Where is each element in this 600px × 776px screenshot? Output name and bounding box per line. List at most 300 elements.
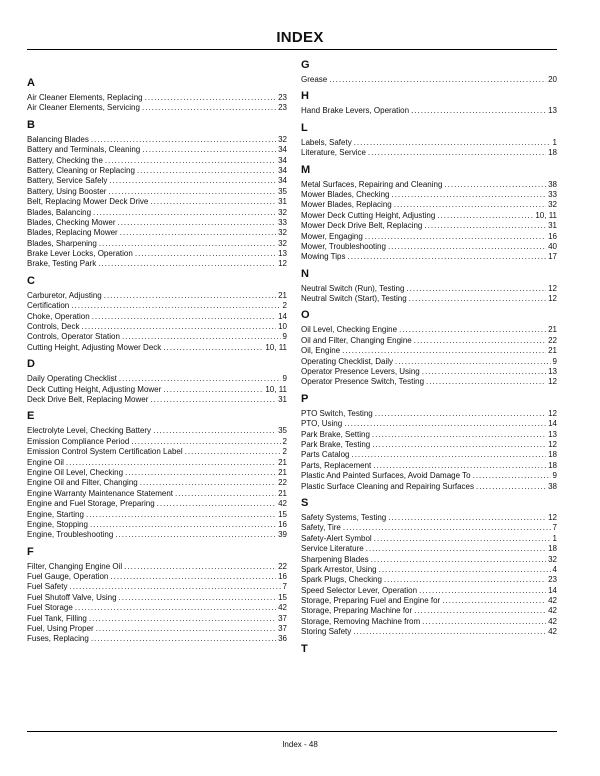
index-entry bbox=[27, 312, 287, 322]
index-section bbox=[27, 275, 287, 353]
entry-term: Mower Deck Drive Belt, Replacing bbox=[301, 221, 423, 231]
dot-leader bbox=[150, 197, 276, 207]
entry-page-number: 12 bbox=[548, 283, 557, 293]
index-entry bbox=[27, 259, 287, 269]
dot-leader bbox=[71, 301, 280, 311]
dot-leader bbox=[137, 166, 276, 176]
dot-leader bbox=[91, 135, 276, 145]
index-entry bbox=[27, 291, 287, 301]
entry-page-number: 23 bbox=[278, 103, 287, 113]
index-entry bbox=[301, 471, 557, 481]
dot-leader bbox=[81, 322, 276, 332]
entry-term: Safety, Tire bbox=[301, 523, 341, 533]
entry-page-number: 22 bbox=[278, 561, 287, 571]
index-entry bbox=[27, 489, 287, 499]
index-entry bbox=[27, 499, 287, 509]
entry-term: Engine, Starting bbox=[27, 509, 84, 519]
dot-leader bbox=[422, 367, 546, 377]
index-section bbox=[27, 410, 287, 540]
entry-term: Engine Warranty Maintenance Statement bbox=[27, 488, 174, 498]
entry-term: Storage, Removing Machine from bbox=[301, 616, 421, 626]
entry-term: Oil Level, Checking Engine bbox=[301, 325, 398, 335]
index-section bbox=[301, 643, 557, 655]
entry-page-number: 10, 11 bbox=[265, 342, 287, 352]
entry-page-number: 16 bbox=[278, 519, 287, 529]
entry-term: PTO, Using bbox=[301, 419, 343, 429]
dot-leader bbox=[115, 530, 276, 540]
index-entry bbox=[27, 374, 287, 384]
dot-leader bbox=[142, 145, 276, 155]
entry-term: Controls, Operator Station bbox=[27, 332, 120, 342]
entry-term: Emission Control System Certification Label bbox=[27, 447, 183, 457]
dot-leader bbox=[351, 450, 546, 460]
index-entry bbox=[301, 606, 557, 616]
dot-leader bbox=[90, 520, 276, 530]
dot-leader bbox=[399, 325, 546, 335]
dot-leader bbox=[444, 180, 546, 190]
index-entry bbox=[301, 200, 557, 210]
entry-page-number: 31 bbox=[548, 221, 557, 231]
entry-term: Engine and Fuel Storage, Preparing bbox=[27, 499, 155, 509]
entry-page-number: 10, 11 bbox=[265, 384, 287, 394]
dot-leader bbox=[124, 562, 276, 572]
entry-term: Choke, Operation bbox=[27, 311, 90, 321]
section-letter: F bbox=[27, 545, 34, 558]
dot-leader bbox=[422, 617, 546, 627]
index-entry bbox=[301, 575, 557, 585]
entry-page-number: 35 bbox=[278, 426, 287, 436]
entry-page-number: 37 bbox=[278, 613, 287, 623]
dot-leader bbox=[109, 176, 276, 186]
index-entry bbox=[27, 228, 287, 238]
entry-page-number: 32 bbox=[548, 200, 557, 210]
index-entry bbox=[27, 562, 287, 572]
entry-page-number: 2 bbox=[282, 301, 287, 311]
dot-leader bbox=[145, 93, 276, 103]
entry-page-number: 42 bbox=[548, 606, 557, 616]
index-entry bbox=[27, 478, 287, 488]
dot-leader bbox=[373, 461, 546, 471]
section-letter: O bbox=[301, 309, 310, 322]
index-entry bbox=[27, 458, 287, 468]
section-letter: S bbox=[301, 496, 309, 509]
entry-term: Blades, Balancing bbox=[27, 207, 92, 217]
dot-leader bbox=[135, 249, 276, 259]
dot-leader bbox=[153, 426, 276, 436]
entry-page-number: 7 bbox=[282, 582, 287, 592]
entry-term: Blades, Replacing Mower bbox=[27, 228, 118, 238]
dot-leader bbox=[409, 294, 546, 304]
entry-page-number: 34 bbox=[278, 165, 287, 175]
entry-term: Fuel Tank, Filling bbox=[27, 613, 87, 623]
entry-page-number: 1 bbox=[552, 533, 557, 543]
index-entry bbox=[27, 426, 287, 436]
entry-term: Spark Arrestor, Using bbox=[301, 564, 377, 574]
entry-term: Neutral Switch (Start), Testing bbox=[301, 294, 407, 304]
index-entry bbox=[301, 242, 557, 252]
entry-term: Balancing Blades bbox=[27, 134, 89, 144]
section-letter: T bbox=[301, 642, 308, 655]
dot-leader bbox=[119, 374, 281, 384]
index-entry bbox=[301, 106, 557, 116]
index-entry bbox=[27, 343, 287, 353]
entry-page-number: 14 bbox=[548, 419, 557, 429]
entry-term: Storage, Preparing Fuel and Engine for bbox=[301, 596, 441, 606]
entry-term: Air Cleaner Elements, Replacing bbox=[27, 93, 143, 102]
entry-term: Battery and Terminals, Cleaning bbox=[27, 145, 141, 155]
entry-page-number: 42 bbox=[278, 499, 287, 509]
dot-leader bbox=[426, 377, 546, 387]
entry-term: Engine, Stopping bbox=[27, 519, 88, 529]
index-entry bbox=[301, 565, 557, 575]
dot-leader bbox=[175, 489, 276, 499]
entry-term: Engine Oil and Filter, Changing bbox=[27, 478, 138, 488]
dot-leader bbox=[371, 555, 546, 565]
entry-page-number: 32 bbox=[278, 238, 287, 248]
entry-term: Safety-Alert Symbol bbox=[301, 533, 372, 543]
entry-term: Battery, Using Booster bbox=[27, 186, 107, 196]
index-entry bbox=[27, 301, 287, 311]
entry-page-number: 18 bbox=[548, 544, 557, 554]
dot-leader bbox=[394, 200, 546, 210]
entry-term: Fuel Shutoff Valve, Using bbox=[27, 592, 117, 602]
entry-term: Storing Safety bbox=[301, 627, 352, 637]
dot-leader bbox=[131, 437, 280, 447]
entry-term: Mower, Troubleshooting bbox=[301, 241, 386, 251]
entry-page-number: 20 bbox=[548, 75, 557, 84]
dot-leader bbox=[395, 357, 551, 367]
entry-page-number: 34 bbox=[278, 155, 287, 165]
index-entry bbox=[27, 176, 287, 186]
index-entry bbox=[301, 211, 557, 221]
section-letter: A bbox=[27, 77, 35, 89]
entry-page-number: 18 bbox=[548, 460, 557, 470]
entry-page-number: 2 bbox=[282, 447, 287, 457]
entry-term: Grease bbox=[301, 75, 328, 84]
entry-term: Engine, Troubleshooting bbox=[27, 530, 114, 540]
entry-term: Blades, Checking Mower bbox=[27, 217, 116, 227]
dot-leader bbox=[437, 211, 533, 221]
index-section bbox=[27, 119, 287, 270]
index-entry bbox=[27, 530, 287, 540]
entry-term: Brake Lever Locks, Operation bbox=[27, 249, 133, 259]
index-entry bbox=[301, 75, 557, 85]
index-entry bbox=[301, 357, 557, 367]
entry-page-number: 32 bbox=[278, 207, 287, 217]
index-entry bbox=[301, 294, 557, 304]
dot-leader bbox=[353, 627, 546, 637]
index-entry bbox=[301, 148, 557, 158]
index-entry bbox=[27, 510, 287, 520]
entry-term: Belt, Replacing Mower Deck Drive bbox=[27, 197, 149, 207]
dot-leader bbox=[379, 565, 551, 575]
entry-page-number: 40 bbox=[548, 241, 557, 251]
entry-term: Parts Catalog bbox=[301, 450, 350, 460]
entry-term: Spark Plugs, Checking bbox=[301, 575, 382, 585]
dot-leader bbox=[99, 239, 276, 249]
index-entry bbox=[27, 93, 287, 103]
entry-page-number: 15 bbox=[278, 509, 287, 519]
entry-term: PTO Switch, Testing bbox=[301, 408, 373, 418]
index-entry bbox=[27, 437, 287, 447]
dot-leader bbox=[343, 523, 551, 533]
index-entry bbox=[27, 208, 287, 218]
entry-term: Plastic And Painted Surfaces, Avoid Damage To bbox=[301, 471, 471, 481]
entry-page-number: 17 bbox=[548, 252, 557, 262]
index-entry bbox=[27, 520, 287, 530]
entry-term: Operator Presence Levers, Using bbox=[301, 367, 420, 377]
index-section bbox=[27, 77, 287, 114]
dot-leader bbox=[96, 624, 276, 634]
entry-term: Fuel Storage bbox=[27, 603, 73, 613]
section-letter: H bbox=[301, 90, 309, 103]
entry-page-number: 10 bbox=[278, 322, 287, 332]
entry-term: Blades, Sharpening bbox=[27, 238, 97, 248]
index-entry bbox=[301, 325, 557, 335]
entry-term: Park Brake, Setting bbox=[301, 429, 370, 439]
index-entry bbox=[27, 624, 287, 634]
entry-page-number: 12 bbox=[548, 294, 557, 304]
entry-page-number: 14 bbox=[278, 311, 287, 321]
dot-leader bbox=[105, 156, 276, 166]
entry-page-number: 12 bbox=[548, 377, 557, 387]
index-entry bbox=[301, 284, 557, 294]
index-entry bbox=[27, 634, 287, 644]
index-section bbox=[301, 90, 557, 116]
index-entry bbox=[301, 419, 557, 429]
entry-page-number: 38 bbox=[548, 179, 557, 189]
entry-term: Oil and Filter, Changing Engine bbox=[301, 335, 412, 345]
header-rule bbox=[27, 49, 557, 50]
index-section bbox=[301, 164, 557, 263]
entry-page-number: 16 bbox=[548, 231, 557, 241]
dot-leader bbox=[388, 242, 546, 252]
index-entry bbox=[27, 572, 287, 582]
dot-leader bbox=[414, 336, 546, 346]
entry-page-number: 9 bbox=[552, 471, 557, 481]
index-section bbox=[27, 358, 287, 405]
entry-page-number: 16 bbox=[278, 572, 287, 582]
section-letter: G bbox=[301, 59, 310, 71]
entry-page-number: 32 bbox=[278, 134, 287, 144]
entry-page-number: 13 bbox=[548, 429, 557, 439]
index-entry bbox=[301, 544, 557, 554]
entry-term: Battery, Cleaning or Replacing bbox=[27, 165, 135, 175]
index-entry bbox=[301, 377, 557, 387]
index-entry bbox=[27, 218, 287, 228]
index-entry bbox=[301, 190, 557, 200]
entry-page-number: 42 bbox=[548, 627, 557, 637]
entry-page-number: 31 bbox=[278, 394, 287, 404]
entry-term: Fuses, Replacing bbox=[27, 634, 89, 644]
dot-leader bbox=[375, 409, 546, 419]
entry-term: Parts, Replacement bbox=[301, 460, 372, 470]
dot-leader bbox=[374, 534, 551, 544]
entry-page-number: 33 bbox=[548, 189, 557, 199]
entry-page-number: 21 bbox=[278, 457, 287, 467]
dot-leader bbox=[91, 634, 276, 644]
entry-page-number: 21 bbox=[278, 290, 287, 300]
entry-term: Cutting Height, Adjusting Mower Deck bbox=[27, 342, 162, 352]
entry-page-number: 35 bbox=[278, 186, 287, 196]
index-entry bbox=[27, 156, 287, 166]
entry-term: Mower, Engaging bbox=[301, 231, 363, 241]
entry-term: Speed Selector Lever, Operation bbox=[301, 585, 418, 595]
dot-leader bbox=[75, 603, 276, 613]
dot-leader bbox=[119, 593, 277, 603]
entry-page-number: 9 bbox=[552, 356, 557, 366]
index-entry bbox=[301, 482, 557, 492]
entry-page-number: 15 bbox=[278, 592, 287, 602]
entry-page-number: 38 bbox=[548, 481, 557, 491]
index-entry bbox=[27, 468, 287, 478]
entry-page-number: 32 bbox=[278, 228, 287, 238]
entry-page-number: 2 bbox=[282, 436, 287, 446]
index-entry bbox=[27, 187, 287, 197]
index-entry bbox=[301, 450, 557, 460]
entry-page-number: 32 bbox=[548, 554, 557, 564]
dot-leader bbox=[419, 586, 546, 596]
dot-leader bbox=[163, 343, 263, 353]
section-letter: P bbox=[301, 392, 309, 405]
entry-term: Engine Oil Level, Checking bbox=[27, 467, 124, 477]
dot-leader bbox=[342, 346, 546, 356]
page-title: INDEX bbox=[276, 29, 324, 46]
entry-term: Mower Blades, Checking bbox=[301, 189, 390, 199]
dot-leader bbox=[473, 471, 551, 481]
index-entry bbox=[27, 385, 287, 395]
entry-page-number: 12 bbox=[278, 259, 287, 269]
index-entry bbox=[301, 430, 557, 440]
dot-leader bbox=[140, 478, 276, 488]
index-entry bbox=[301, 138, 557, 148]
index-entry bbox=[301, 180, 557, 190]
entry-term: Engine Oil bbox=[27, 457, 64, 467]
section-letter: C bbox=[27, 274, 35, 287]
dot-leader bbox=[163, 385, 263, 395]
entry-page-number: 12 bbox=[548, 512, 557, 522]
index-entry bbox=[27, 614, 287, 624]
entry-term: Literature, Service bbox=[301, 148, 366, 158]
entry-page-number: 9 bbox=[282, 332, 287, 342]
dot-leader bbox=[442, 596, 546, 606]
entry-page-number: 4 bbox=[552, 564, 557, 574]
entry-term: Metal Surfaces, Repairing and Cleaning bbox=[301, 179, 443, 189]
entry-term: Carburetor, Adjusting bbox=[27, 290, 102, 300]
dot-leader bbox=[372, 430, 546, 440]
index-column-left bbox=[27, 77, 287, 650]
index-entry bbox=[301, 555, 557, 565]
entry-term: Battery, Service Safely bbox=[27, 176, 108, 186]
entry-page-number: 42 bbox=[548, 596, 557, 606]
index-entry bbox=[27, 447, 287, 457]
index-entry bbox=[301, 221, 557, 231]
dot-leader bbox=[117, 218, 276, 228]
entry-term: Mower Blades, Replacing bbox=[301, 200, 392, 210]
dot-leader bbox=[98, 259, 276, 269]
index-entry bbox=[301, 232, 557, 242]
entry-term: Filter, Changing Engine Oil bbox=[27, 561, 123, 571]
dot-leader bbox=[125, 468, 276, 478]
entry-page-number: 22 bbox=[278, 478, 287, 488]
dot-leader bbox=[344, 419, 546, 429]
entry-page-number: 42 bbox=[548, 616, 557, 626]
entry-page-number: 31 bbox=[278, 197, 287, 207]
dot-leader bbox=[142, 103, 276, 113]
index-entry bbox=[27, 103, 287, 113]
entry-term: Fuel Gauge, Operation bbox=[27, 572, 109, 582]
dot-leader bbox=[66, 458, 276, 468]
entry-page-number: 13 bbox=[548, 106, 557, 116]
entry-page-number: 34 bbox=[278, 176, 287, 186]
dot-leader bbox=[108, 187, 276, 197]
dot-leader bbox=[368, 148, 546, 158]
dot-leader bbox=[354, 138, 551, 148]
dot-leader bbox=[122, 332, 281, 342]
entry-term: Plastic Surface Cleaning and Repairing Surfaces bbox=[301, 481, 474, 491]
entry-term: Brake, Testing Park bbox=[27, 259, 97, 269]
dot-leader bbox=[406, 284, 546, 294]
entry-term: Service Literature bbox=[301, 544, 364, 554]
entry-page-number: 36 bbox=[278, 634, 287, 644]
index-entry bbox=[27, 332, 287, 342]
footer-rule bbox=[27, 731, 557, 732]
section-letter: N bbox=[301, 267, 309, 280]
dot-leader bbox=[476, 482, 546, 492]
index-entry bbox=[301, 252, 557, 262]
index-entry bbox=[301, 596, 557, 606]
index-section bbox=[27, 546, 287, 645]
dot-leader bbox=[384, 575, 546, 585]
entry-page-number: 14 bbox=[548, 585, 557, 595]
index-entry bbox=[27, 582, 287, 592]
entry-page-number: 7 bbox=[552, 523, 557, 533]
entry-term: Park Brake, Testing bbox=[301, 439, 371, 449]
entry-page-number: 18 bbox=[548, 148, 557, 158]
dot-leader bbox=[92, 312, 276, 322]
index-section bbox=[301, 393, 557, 492]
index-entry bbox=[27, 135, 287, 145]
index-entry bbox=[27, 249, 287, 259]
entry-term: Storage, Preparing Machine for bbox=[301, 606, 413, 616]
section-letter: E bbox=[27, 410, 35, 423]
dot-leader bbox=[391, 190, 546, 200]
entry-page-number: 21 bbox=[278, 488, 287, 498]
dot-leader bbox=[93, 208, 276, 218]
index-entry bbox=[301, 461, 557, 471]
dot-leader bbox=[411, 106, 546, 116]
entry-term: Battery, Checking the bbox=[27, 155, 103, 165]
entry-term: Neutral Switch (Run), Testing bbox=[301, 283, 405, 293]
entry-term: Fuel, Using Proper bbox=[27, 624, 94, 634]
dot-leader bbox=[86, 510, 276, 520]
index-entry bbox=[27, 593, 287, 603]
entry-term: Operator Presence Switch, Testing bbox=[301, 377, 425, 387]
dot-leader bbox=[372, 440, 546, 450]
dot-leader bbox=[365, 232, 546, 242]
dot-leader bbox=[89, 614, 276, 624]
index-entry bbox=[27, 395, 287, 405]
dot-leader bbox=[104, 291, 276, 301]
entry-term: Mower Deck Cutting Height, Adjusting bbox=[301, 210, 436, 220]
entry-page-number: 42 bbox=[278, 603, 287, 613]
index-entry bbox=[27, 145, 287, 155]
index-entry bbox=[27, 603, 287, 613]
entry-term: Air Cleaner Elements, Servicing bbox=[27, 103, 140, 113]
entry-page-number: 34 bbox=[278, 145, 287, 155]
dot-leader bbox=[157, 499, 276, 509]
section-letter: D bbox=[27, 358, 35, 371]
